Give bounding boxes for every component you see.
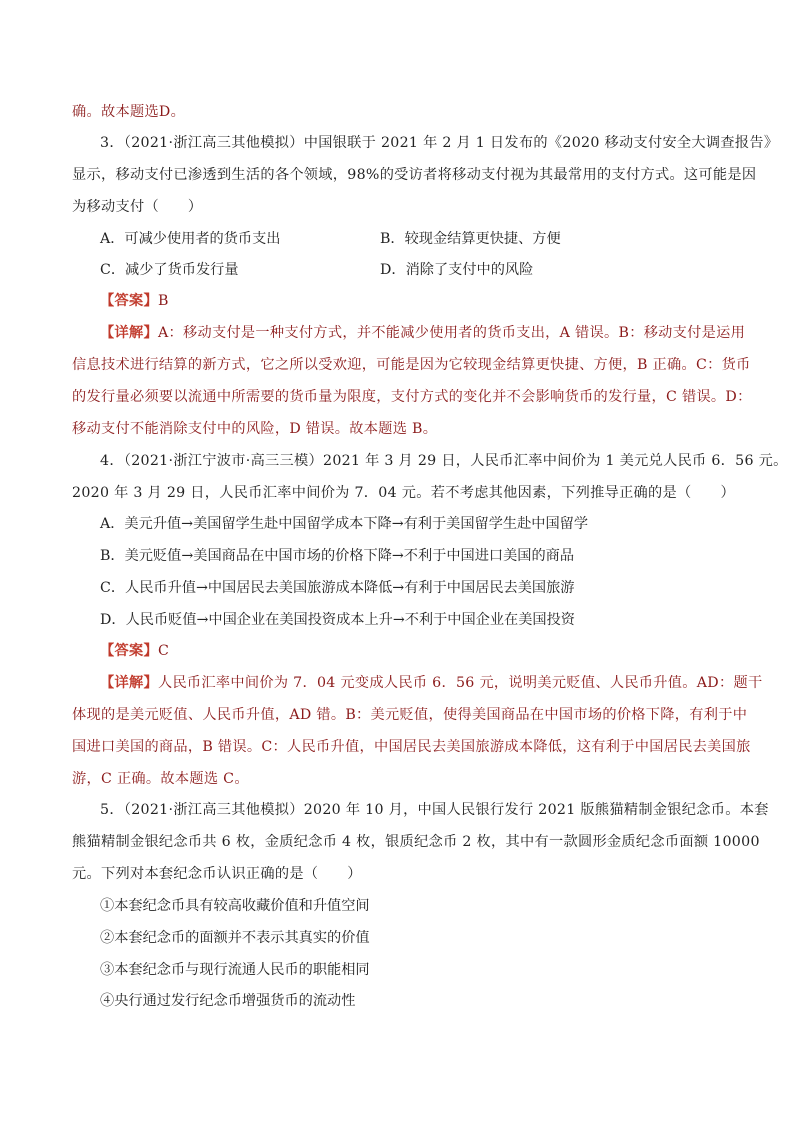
q5-statement-3: ③本套纪念币与现行流通人民币的职能相同 bbox=[100, 962, 370, 978]
q4-stem-line-1: 4．（2021·浙江宁波市·高三三模）2021 年 3 月 29 日，人民币汇率中间价为 1 美元兑人民币 6．56 元。 bbox=[100, 453, 788, 469]
q3-option-a: A．可减少使用者的货币支出 bbox=[100, 231, 281, 247]
q5-stem-line-1: 5．（2021·浙江高三其他模拟）2020 年 10 月，中国人民银行发行 2021 版熊猫精制金银纪念币。本套 bbox=[100, 802, 769, 818]
q4-option-b: B．美元贬值→美国商品在中国市场的价格下降→不利于中国进口美国的商品 bbox=[100, 548, 575, 564]
q3-explanation-line-3: 的发行量必须要以流通中所需要的货币量为限度，支付方式的变化并不会影响货币的发行量，C 错误。D： bbox=[72, 389, 752, 405]
q3-explanation-line-2: 信息技术进行结算的新方式，它之所以受欢迎，可能是因为它较现金结算更快捷、方便，B 正确。C：货币 bbox=[72, 357, 751, 373]
q5-statement-2: ②本套纪念币的面额并不表示其真实的价值 bbox=[100, 930, 370, 946]
q5-stem-line-3: 元。下列对本套纪念币认识正确的是（ ） bbox=[72, 866, 362, 882]
q4-explanation-line-4: 游，C 正确。故本题选 C。 bbox=[72, 771, 249, 787]
q4-explanation-line-3: 国进口美国的商品，B 错误。C：人民币升值，中国居民去美国旅游成本降低，这有利于中国居民去美国旅 bbox=[72, 739, 751, 755]
explanation-text: 人民币汇率中间价为 7．04 元变成人民币 6．56 元，说明美元贬值、人民币升值。AD：题干 bbox=[157, 675, 763, 691]
explanation-text: A：移动支付是一种支付方式，并不能减少使用者的货币支出，A 错误。B：移动支付是运用 bbox=[157, 325, 746, 341]
q4-answer bbox=[100, 641, 760, 661]
q4-explanation-line-2: 体现的是美元贬值、人民币升值，AD 错。B：美元贬值，使得美国商品在中国市场的价格下降，有利于中 bbox=[72, 707, 748, 723]
answer-value: C bbox=[157, 643, 170, 659]
q3-explanation-line-1 bbox=[100, 323, 760, 343]
q4-option-d: D．人民币贬值→中国企业在美国投资成本上升→不利于中国企业在美国投资 bbox=[100, 612, 575, 628]
q4-option-c: C．人民币升值→中国居民去美国旅游成本降低→有利于中国居民去美国旅游 bbox=[100, 580, 575, 596]
explanation-tag: 【详解】 bbox=[100, 675, 158, 691]
q5-stem-line-2: 熊猫精制金银纪念币共 6 枚，金质纪念币 4 枚，银质纪念币 2 枚，其中有一款圆形金质纪念币面额 10000 bbox=[72, 834, 760, 850]
previous-answer-end: 确。故本题选D。 bbox=[72, 104, 186, 120]
q3-option-c: C．减少了货币发行量 bbox=[100, 262, 239, 278]
q3-option-b: B．较现金结算更快捷、方便 bbox=[380, 231, 561, 247]
q4-option-a: A．美元升值→美国留学生赴中国留学成本下降→有利于美国留学生赴中国留学 bbox=[100, 516, 589, 532]
q5-statement-4: ④央行通过发行纪念币增强货币的流动性 bbox=[100, 993, 356, 1009]
q3-option-d: D．消除了支付中的风险 bbox=[380, 262, 534, 278]
answer-tag: 【答案】 bbox=[100, 293, 158, 309]
q3-stem-line-3: 为移动支付（ ） bbox=[72, 199, 203, 215]
q3-explanation-line-4: 移动支付不能消除支付中的风险，D 错误。故本题选 B。 bbox=[72, 421, 438, 437]
q5-statement-1: ①本套纪念币具有较高收藏价值和升值空间 bbox=[100, 898, 370, 914]
q3-answer bbox=[100, 291, 760, 311]
answer-value: B bbox=[157, 293, 169, 309]
answer-tag: 【答案】 bbox=[100, 643, 158, 659]
q3-stem-line-2: 显示，移动支付已渗透到生活的各个领域，98%的受访者将移动支付视为其最常用的支付方式。这可能是因 bbox=[72, 167, 757, 183]
q4-explanation-line-1 bbox=[100, 673, 763, 693]
explanation-tag: 【详解】 bbox=[100, 325, 158, 341]
q4-stem-line-2: 2020 年 3 月 29 日，人民币汇率中间价为 7．04 元。若不考虑其他因素，下列推导正确的是（ ） bbox=[72, 485, 735, 501]
q3-stem-line-1: 3．（2021·浙江高三其他模拟）中国银联于 2021 年 2 月 1 日发布的《2020 移动支付安全大调查报告》 bbox=[100, 135, 779, 151]
